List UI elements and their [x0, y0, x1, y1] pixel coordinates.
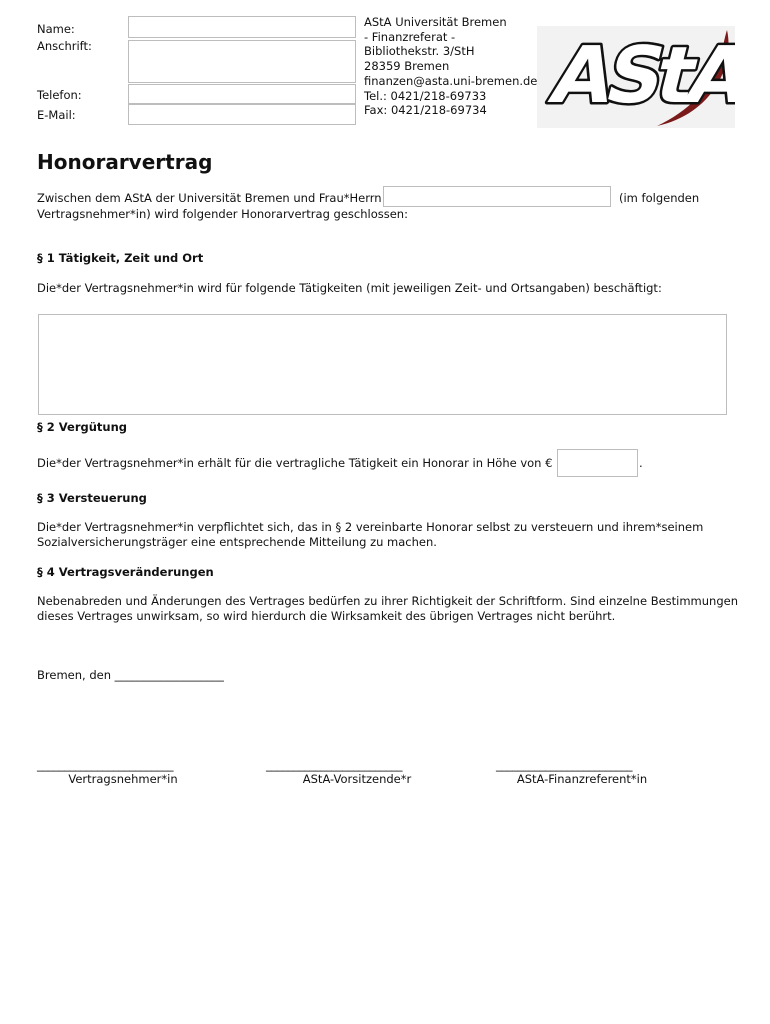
section-2-heading: § 2 Vergütung: [37, 420, 128, 434]
address-line: Bibliothekstr. 3/StH: [364, 44, 475, 59]
email-field[interactable]: [128, 104, 356, 125]
signature-line-finance: _________________________: [496, 758, 633, 772]
intro-text-cont: (im folgenden: [619, 191, 700, 205]
honorarium-amount-field[interactable]: [557, 449, 638, 477]
phone-field[interactable]: [128, 84, 356, 104]
asta-logo: [537, 26, 735, 128]
contractor-name-field[interactable]: [383, 186, 611, 207]
signature-line-chair: _________________________: [266, 758, 403, 772]
signature-label-finance: AStA-Finanzreferent*in: [516, 772, 648, 786]
section-3-heading: § 3 Versteuerung: [37, 491, 147, 505]
section-3-line: Sozialversicherungsträger eine entsprechende Mitteilung zu machen.: [37, 535, 437, 549]
address-phone: Tel.: 0421/218-69733: [364, 88, 487, 103]
name-field[interactable]: [128, 16, 356, 38]
intro-text: Zwischen dem AStA der Universität Bremen und Frau*Herrn: [37, 191, 382, 205]
section-4-line: dieses Vertrages unwirksam, so wird hierdurch die Wirksamkeit des übrigen Vertrages nicht berührt.: [37, 609, 616, 623]
address-email: finanzen@asta.uni-bremen.de: [364, 73, 538, 88]
section-3-line: Die*der Vertragsnehmer*in verpflichtet sich, das in § 2 vereinbarte Honorar selbst zu versteuern und ihrem*seinem: [37, 520, 704, 534]
date-line: Bremen, den ___________________: [37, 668, 224, 682]
svg-text:AStA: AStA: [542, 29, 735, 121]
section-4-line: Nebenabreden und Änderungen des Vertrages bedürfen zu ihrer Richtigkeit der Schriftform. Sind einzelne Bestimmungen: [37, 594, 738, 608]
section-1-heading: § 1 Tätigkeit, Zeit und Ort: [37, 251, 204, 265]
email-label: E-Mail:: [37, 108, 76, 122]
address-line: AStA Universität Bremen: [364, 15, 507, 29]
section-1-text: Die*der Vertragsnehmer*in wird für folgende Tätigkeiten (mit jeweiligen Zeit- und Ortsangaben) beschäftigt:: [37, 281, 662, 295]
address-fax: Fax: 0421/218-69734: [364, 103, 487, 118]
section-2-text: Die*der Vertragsnehmer*in erhält für die vertragliche Tätigkeit ein Honorar in Höhe von €: [37, 456, 553, 470]
section-4-text: [37, 594, 738, 624]
asta-address: [364, 15, 537, 118]
address-line: 28359 Bremen: [364, 59, 450, 74]
name-label: Name:: [37, 22, 75, 36]
signature-label-chair: AStA-Vorsitzende*r: [302, 772, 412, 786]
section-4-heading: § 4 Vertragsveränderungen: [37, 565, 214, 579]
signature-line-contractor: _________________________: [37, 758, 174, 772]
address-field[interactable]: [128, 40, 356, 83]
address-label: Anschrift:: [37, 39, 92, 53]
phone-label: Telefon:: [37, 88, 82, 102]
intro-text-line2: Vertragsnehmer*in) wird folgender Honorarvertrag geschlossen:: [37, 207, 408, 221]
section-3-text: [37, 520, 703, 550]
address-line: - Finanzreferat -: [364, 29, 456, 44]
page-title: Honorarvertrag: [37, 150, 213, 174]
section-2-period: .: [639, 456, 643, 470]
signature-label-contractor: Vertragsnehmer*in: [68, 772, 178, 786]
activities-textarea[interactable]: [38, 314, 727, 415]
